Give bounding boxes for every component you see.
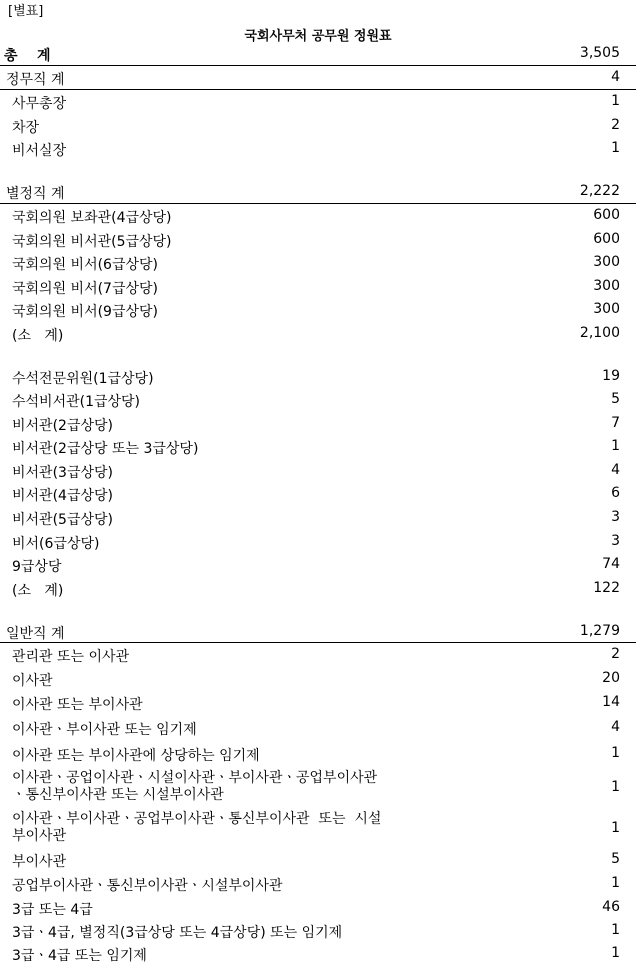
row-value: 1 (611, 945, 620, 961)
subtotal-row (0, 322, 636, 344)
table-row (0, 365, 636, 387)
row-label: 수석전문위원(1급상당) (12, 371, 154, 387)
general-header-value: 1,279 (579, 623, 620, 639)
row-value: 1 (611, 922, 620, 938)
table-row (0, 691, 636, 713)
row-label: 비서관(2급상당 또는 3급상당) (12, 441, 199, 457)
general-header-label: 일반직 계 (6, 626, 65, 642)
row-label: 3급ㆍ4급, 별정직(3급상당 또는 4급상당) 또는 임기제 (12, 925, 343, 941)
table-row (0, 643, 636, 665)
subtotal-label: (소 계) (12, 328, 64, 344)
row-value: 3 (611, 509, 620, 525)
table-row (0, 435, 636, 457)
row-value: 2 (611, 117, 620, 133)
row-value: 1 (611, 779, 620, 795)
row-value: 7 (611, 415, 620, 431)
row-value: 5 (611, 851, 620, 867)
row-label-line: 이사관ㆍ부이사관ㆍ공업부이사관ㆍ통신부이사관 또는 시설 (12, 811, 382, 827)
table-row (0, 228, 636, 250)
table-row (0, 742, 636, 764)
row-value: 6 (611, 485, 620, 501)
row-label: 3급 또는 4급 (12, 902, 93, 918)
row-value: 74 (602, 556, 620, 572)
page-title: 국회사무처 공무원 정원표 (244, 29, 392, 44)
row-label: 이사관 또는 부이사관 (12, 697, 143, 713)
table-row (0, 298, 636, 320)
total-row (0, 42, 636, 64)
row-label: 비서관(5급상당) (12, 512, 113, 528)
row-label: 국회의원 비서(6급상당) (12, 257, 158, 273)
row-label: 사무총장 (12, 96, 67, 112)
row-label: 이사관 (12, 673, 53, 689)
political-header-label: 정무직 계 (6, 72, 65, 88)
row-label: 관리관 또는 이사관 (12, 649, 130, 665)
row-label: 비서관(4급상당) (12, 488, 113, 504)
row-label: 이사관 또는 부이사관에 상당하는 임기제 (12, 748, 260, 764)
general-header-row (0, 620, 636, 642)
row-label (12, 811, 381, 845)
table-row (0, 769, 636, 807)
subtotal-value: 2,100 (579, 325, 620, 341)
row-label: 공업부이사관ㆍ통신부이사관ㆍ시설부이사관 (12, 878, 283, 894)
row-label: 비서관(3급상당) (12, 465, 113, 481)
table-row (0, 553, 636, 575)
row-value: 20 (602, 670, 620, 686)
row-value: 1 (611, 438, 620, 454)
table-row (0, 388, 636, 410)
table-row (0, 716, 636, 738)
table-row (0, 114, 636, 136)
row-label: 비서(6급상당) (12, 536, 100, 552)
table-row (0, 137, 636, 159)
row-value: 600 (593, 231, 620, 247)
row-value: 1 (611, 93, 620, 109)
row-label-line: ㆍ통신부이사관 또는 시설부이사관 (12, 787, 224, 803)
row-value: 1 (611, 745, 620, 761)
table-row (0, 919, 636, 941)
row-label: 국회의원 보좌관(4급상당) (12, 210, 172, 226)
table-row (0, 482, 636, 504)
special-header-label: 별정직 계 (6, 186, 65, 202)
table-row (0, 412, 636, 434)
row-label: 비서실장 (12, 143, 67, 159)
row-label: 이사관ㆍ부이사관 또는 임기제 (12, 722, 197, 738)
table-row (0, 872, 636, 894)
row-label (12, 770, 377, 804)
table-row (0, 251, 636, 273)
table-row (0, 848, 636, 870)
row-value: 300 (593, 254, 620, 270)
row-value: 3 (611, 533, 620, 549)
subtotal-value: 122 (593, 580, 620, 596)
table-row (0, 90, 636, 112)
table-row (0, 530, 636, 552)
row-label-line: 이사관ㆍ공업이사관ㆍ시설이사관ㆍ부이사관ㆍ공업부이사관 (12, 770, 378, 786)
row-value: 300 (593, 301, 620, 317)
row-value: 1 (611, 820, 620, 836)
table-row (0, 275, 636, 297)
special-header-row (0, 180, 636, 202)
row-label: 9급상당 (12, 559, 62, 575)
row-value: 14 (602, 694, 620, 710)
row-label: 비서관(2급상당) (12, 418, 113, 434)
row-value: 19 (602, 368, 620, 384)
row-value: 300 (593, 278, 620, 294)
subtotal-row (0, 577, 636, 599)
table-row (0, 896, 636, 918)
table-row (0, 204, 636, 226)
row-label: 국회의원 비서(9급상당) (12, 304, 158, 320)
row-label: 국회의원 비서(7급상당) (12, 281, 158, 297)
table-row (0, 942, 636, 964)
row-label-line: 부이사관 (12, 828, 67, 844)
row-value: 4 (611, 719, 620, 735)
row-label: 차장 (12, 120, 40, 136)
table-row (0, 667, 636, 689)
row-label: 수석비서관(1급상당) (12, 394, 141, 410)
row-value: 2 (611, 646, 620, 662)
total-value: 3,505 (579, 45, 620, 61)
row-label: 부이사관 (12, 854, 67, 870)
political-header-value: 4 (611, 69, 620, 85)
row-value: 1 (611, 875, 620, 891)
subtotal-label: (소 계) (12, 583, 64, 599)
table-row (0, 459, 636, 481)
political-header-row (0, 66, 636, 88)
row-label: 3급ㆍ4급 또는 임기제 (12, 948, 147, 964)
row-value: 4 (611, 462, 620, 478)
row-value: 5 (611, 391, 620, 407)
attachment-label: [별표] (8, 4, 44, 19)
row-value: 1 (611, 140, 620, 156)
table-row (0, 506, 636, 528)
total-label: 총 계 (4, 48, 51, 64)
special-header-value: 2,222 (579, 183, 620, 199)
row-value: 46 (602, 899, 620, 915)
table-row (0, 810, 636, 848)
row-value: 600 (593, 207, 620, 223)
row-label: 국회의원 비서관(5급상당) (12, 234, 172, 250)
